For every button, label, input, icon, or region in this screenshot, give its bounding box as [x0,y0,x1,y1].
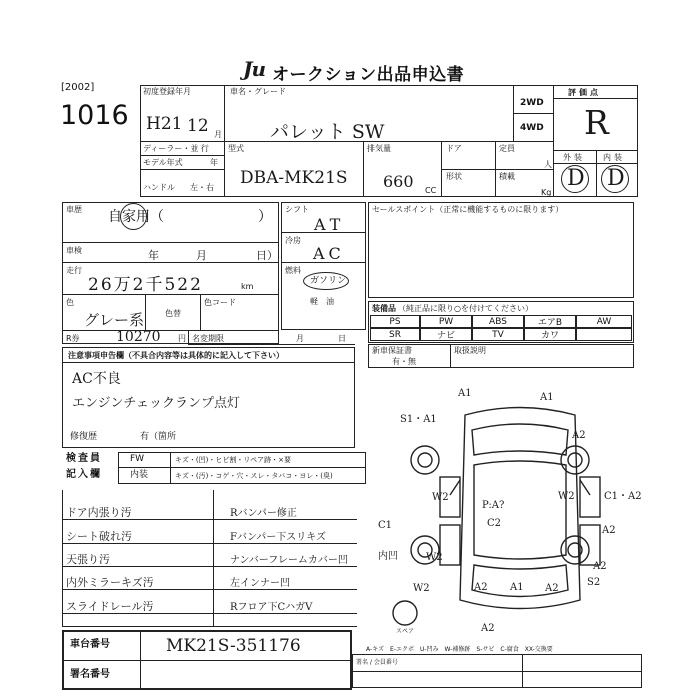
legend-text: A-キズ E-エクボ U-凹み W-補修跡 S-サビ C-腐食 XX-交換要 [366,646,553,653]
note-right-item: ナンバーフレームカバー凹 [230,555,348,566]
damage-mark: P:A? [482,500,505,511]
damage-mark: W2 [413,583,430,594]
damage-mark: A1 [510,582,524,593]
sales-point-label: セールスポイント（正常に機能するものに限ります） [372,205,564,214]
note-underline [62,519,357,520]
interior-value: D [607,166,625,191]
note-left-item: シート破れ汚 [66,530,132,543]
damage-mark: W2 [432,492,449,503]
equipment-item: カワ [524,328,576,341]
equipment-item: AW [576,315,632,328]
history-circle-mark [120,203,147,230]
equipment-item: ABS [472,315,524,328]
history-close: ） [258,209,272,225]
exterior-value: D [567,166,585,191]
note-right-item: 左インナー凹 [230,578,290,589]
drive-2wd: 2WD [520,98,544,108]
repair-label: 修復歴 [70,432,98,442]
capacity-label: 定員 [499,144,515,153]
note-left-item: ドア内張り汚 [66,506,132,519]
model-year-label: モデル年式 [143,158,183,167]
inspection-year-unit: 年 [148,249,159,262]
handle-options: 左・右 [190,183,214,192]
door-label: ドア [446,144,462,153]
damage-mark: A2 [593,561,607,572]
shape-label: 形状 [446,172,462,181]
inspection-month-unit: 月 [196,249,207,262]
first-reg-value: H21 [146,114,183,134]
damage-mark: C1 [378,520,393,531]
damage-mark: S2 [587,577,601,588]
first-reg-label: 初度登録年月 [143,87,191,96]
dealer-label: ディーラー・並 行 [143,144,209,153]
manual-label: 取扱説明 [454,346,486,355]
note-left-item: 天張り汚 [66,553,110,566]
equipment-label: 装備品 [372,304,396,313]
damage-mark: 内凹 [378,551,398,562]
fuel-circle-mark [303,272,349,290]
fuel-gasoline: ガソリン [310,276,347,286]
type-value: DBA-MK21S [240,168,348,188]
car-name-value: パレット SW [270,121,385,143]
interior-label: 内装 [603,153,625,162]
ac-value: AC [313,244,345,263]
equipment-item: TV [472,328,524,341]
handle-label: ハンドル [143,183,175,192]
load-label: 積載 [499,172,515,181]
lot-number: 1016 [60,100,129,131]
car-name-label: 車名・グレード [230,87,286,96]
fuel-diesel: 軽 油 [310,297,334,306]
damage-mark: A2 [572,430,586,441]
note-underline [62,589,357,590]
repair-value: 有（箇所 [140,432,177,442]
color-replace-label: 色替 [165,309,181,318]
mileage-label: 走行 [66,266,82,275]
recycle-unit: 円 [178,334,186,343]
damage-mark: A2 [602,525,616,536]
report-line-2: エンジンチェックランプ点灯 [72,396,240,411]
inspector-row1-head: FW [130,454,145,464]
shift-value: AT [314,215,346,234]
chassis-label: 車台番号 [70,639,110,650]
equipment-note: （純正品に限り○を付けてください） [398,304,533,313]
damage-mark: A2 [545,583,559,594]
displacement-label: 排気量 [367,144,391,153]
damage-mark: A1 [540,392,554,403]
type-label: 型式 [228,144,244,153]
note-left-item: 内外ミラーキズ汚 [66,576,154,589]
equipment-item: PS [370,315,420,328]
note-right-item: Rバンパー修正 [230,508,297,519]
equipment-item: SR [370,328,420,341]
signature-label: 署名番号 [70,669,110,680]
year-unit: 年 [210,158,218,167]
damage-mark: A1 [458,388,472,399]
recycle-value: 10270 [116,329,161,345]
brand-logo: Ju [243,57,266,81]
year-code: [2002] [61,82,95,93]
color-label: 色 [66,298,74,307]
km-unit: km [241,282,254,291]
entry-label: 記入欄 [66,469,102,480]
legend-subtext: 署名 / 会員番号 [356,659,398,666]
history-value: 自家用（ [108,209,164,225]
note-right-item: Fバンパー下スリキズ [230,532,327,543]
warranty-options: 有・無 [392,357,416,366]
equipment-item: エアB [524,315,576,328]
equipment-item: PW [420,315,472,328]
inspector-row2-head: 内装 [130,470,149,480]
kg-unit: Kg [541,188,552,197]
damage-mark: S1・A1 [400,414,437,425]
eval-label: 評価点 [568,88,601,97]
exterior-circle-mark [561,165,589,193]
name-change-label: 名変期限 [192,334,224,343]
form-title: オークション出品申込書 [272,65,465,85]
name-change-month: 月 [296,334,304,343]
recycle-label: R券 [66,334,80,343]
note-left-item: スライドレール汚 [66,600,154,613]
shift-label: シフト [285,205,309,214]
equipment-item: ナビ [420,328,472,341]
damage-mark: W2 [426,552,443,563]
exterior-label: 外装 [563,153,585,162]
note-underline [62,566,357,567]
person-unit: 人 [544,160,552,169]
cc-unit: CC [425,186,437,195]
inspection-label: 車検 [66,246,82,255]
chassis-value: MK21S-351176 [166,636,301,656]
inspection-day-unit: 日） [256,249,278,262]
note-right-item: Rフロア下CハガV [230,602,313,613]
damage-mark: C2 [487,518,502,529]
inspector-row2-items: キズ・(汚)・コゲ・穴・スレ・タバコ・ヨレ・(臭) [175,472,333,480]
spare-label: スペア [396,628,415,635]
report-line-1: AC不良 [72,371,121,387]
report-label: 注意事項申告欄（不具合内容等は具体的に記入して下さい） [68,351,284,360]
inspector-label: 検査員 [66,453,102,464]
history-label: 車歴 [66,205,82,214]
damage-mark: A2 [481,623,495,634]
first-reg-month: 12 [187,116,209,136]
warranty-label: 新車保証書 [372,346,412,355]
inspector-row1-items: キズ・(凹)・ヒビ割・リペア跡・×要 [175,456,292,464]
color-code-label: 色コード [204,298,236,307]
damage-mark: A2 [474,582,488,593]
equipment-item [576,328,632,341]
damage-mark: W2 [558,491,575,502]
note-underline [62,543,357,544]
fuel-label: 燃料 [285,266,301,275]
color-value: グレー系 [84,311,145,329]
sales-point-box [368,202,634,298]
note-underline [62,613,357,614]
drive-4wd: 4WD [520,123,544,133]
damage-mark: C1・A2 [604,491,642,502]
name-change-day: 日 [338,334,346,343]
month-unit: 月 [214,130,222,139]
interior-circle-mark [601,165,629,193]
eval-value: R [584,103,609,142]
mileage-value: 26万2千522 [88,275,203,295]
ac-label: 冷房 [285,236,301,245]
displacement-value: 660 [383,172,414,191]
